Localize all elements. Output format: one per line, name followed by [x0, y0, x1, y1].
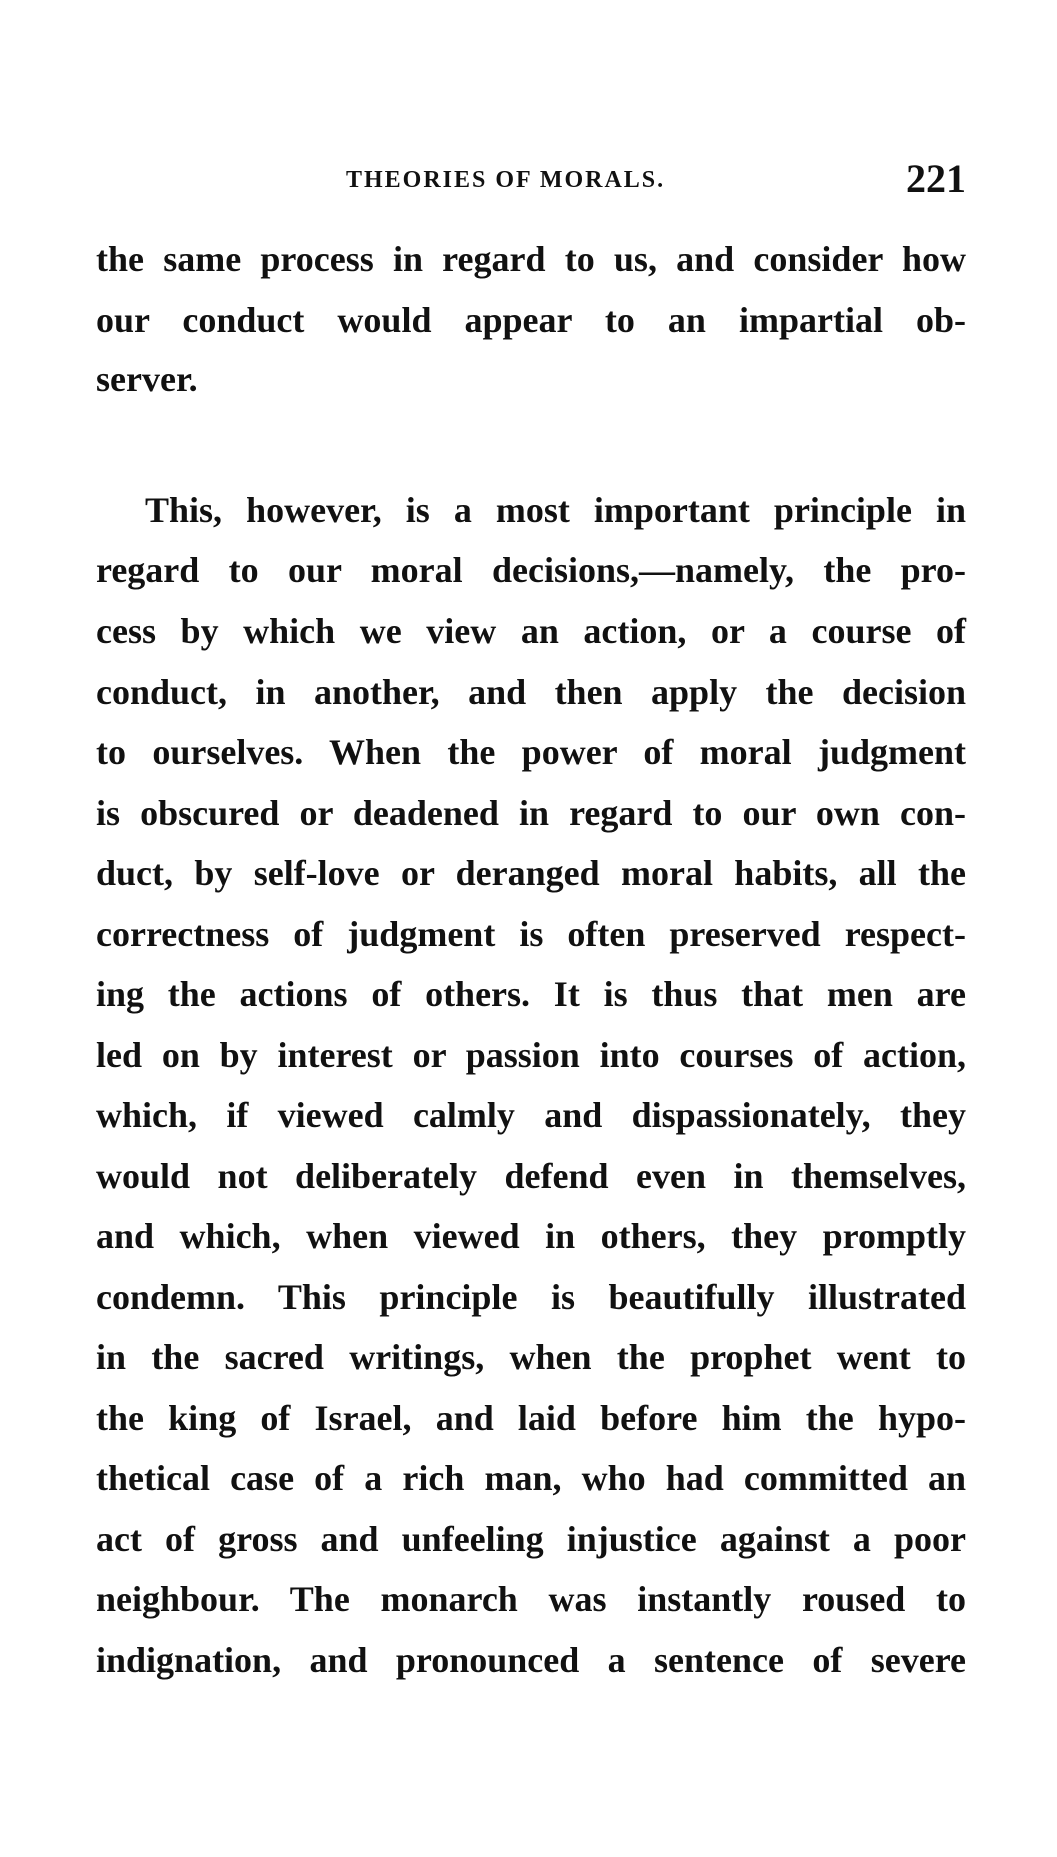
text-line: conduct, in another, and then apply the decision: [96, 672, 966, 712]
text-line: in the sacred writings, when the prophet went to: [96, 1337, 966, 1377]
text-line: the same process in regard to us, and consider how: [96, 239, 966, 279]
text-line: to ourselves. When the power of moral judgment: [96, 732, 966, 772]
text-line: the king of Israel, and laid before him the hypo-: [96, 1398, 966, 1438]
running-head: THEORIES OF MORALS.: [346, 167, 666, 193]
text-line: led on by interest or passion into courses of action,: [96, 1035, 966, 1075]
text-line: regard to our moral decisions,—namely, the pro-: [96, 550, 966, 590]
text-line: our conduct would appear to an impartial ob-: [96, 300, 966, 340]
text-line: would not deliberately defend even in themselves,: [96, 1156, 966, 1196]
text-line: This, however, is a most important principle in: [145, 490, 966, 530]
text-line: thetical case of a rich man, who had committed an: [96, 1458, 966, 1498]
text-line: correctness of judgment is often preserved respect-: [96, 914, 966, 954]
text-line: neighbour. The monarch was instantly roused to: [96, 1579, 966, 1619]
text-line: ing the actions of others. It is thus that men are: [96, 974, 966, 1014]
text-line: duct, by self-love or deranged moral habits, all the: [96, 853, 966, 893]
text-line: condemn. This principle is beautifully illustrated: [96, 1277, 966, 1317]
text-line: and which, when viewed in others, they promptly: [96, 1216, 966, 1256]
text-line: act of gross and unfeeling injustice against a poor: [96, 1519, 966, 1559]
text-line: cess by which we view an action, or a course of: [96, 611, 966, 651]
page-number: 221: [906, 156, 966, 201]
text-line: server.: [96, 359, 198, 399]
page-header: [96, 155, 966, 201]
text-line: which, if viewed calmly and dispassionately, they: [96, 1095, 966, 1135]
text-line: is obscured or deadened in regard to our own con-: [96, 793, 966, 833]
text-line: indignation, and pronounced a sentence of severe: [96, 1640, 966, 1680]
